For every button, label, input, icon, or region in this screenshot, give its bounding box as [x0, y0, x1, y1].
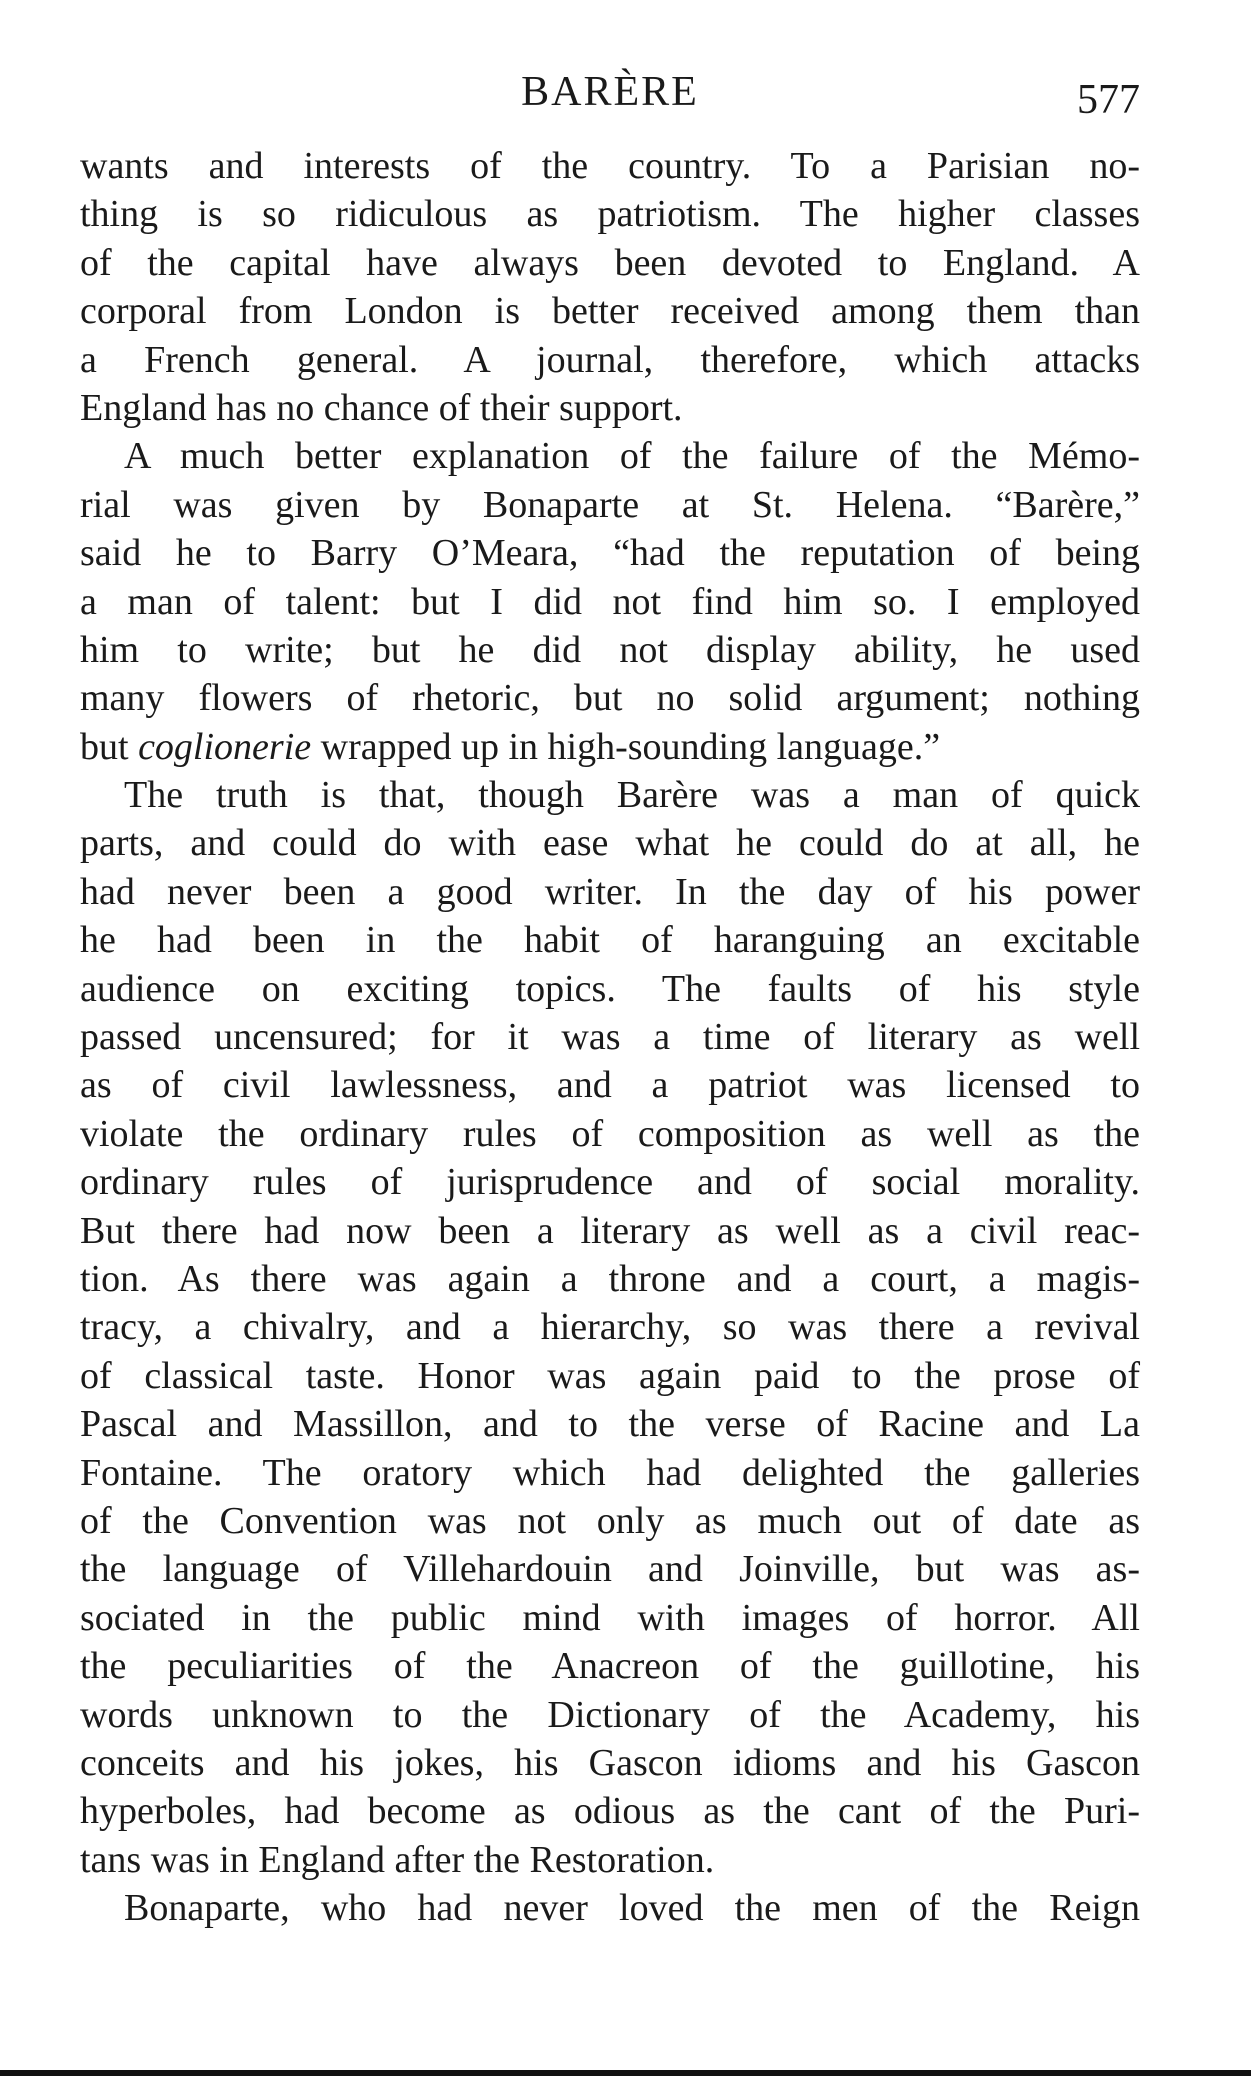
- text-line: Bonaparte, who had never loved the men of the Reign: [124, 1887, 1140, 1930]
- text-line: violate the ordinary rules of composition as well as the: [80, 1112, 1140, 1155]
- text-segment: wrapped up in high-sounding language.”: [311, 725, 941, 768]
- page-number: 577: [1077, 77, 1140, 123]
- text-line: England has no chance of their support.: [80, 386, 683, 429]
- text-line: wants and interests of the country. To a Parisian no-: [80, 145, 1140, 187]
- text-line: conceits and his jokes, his Gascon idioms and his Gascon: [80, 1741, 1140, 1784]
- text-line: passed uncensured; for it was a time of literary as well: [80, 1016, 1140, 1059]
- italic-term: coglionerie: [138, 725, 312, 768]
- text-line: ordinary rules of jurisprudence and of social morality.: [80, 1161, 1140, 1204]
- text-line: sociated in the public mind with images of horror. All: [80, 1596, 1140, 1639]
- text-line: A much better explanation of the failure of the Mémo-: [124, 435, 1140, 478]
- text-line: of the capital have always been devoted to England. A: [80, 241, 1140, 284]
- text-line: him to write; but he did not display ability, he used: [80, 628, 1140, 671]
- text-segment: but: [80, 725, 139, 768]
- text-line: of classical taste. Honor was again paid to the prose of: [80, 1354, 1140, 1397]
- text-line: the peculiarities of the Anacreon of the guillotine, his: [80, 1645, 1140, 1688]
- text-line: But there had now been a literary as well as a civil reac-: [80, 1209, 1140, 1252]
- bottom-rule: [0, 2070, 1251, 2076]
- text-line: corporal from London is better received among them than: [80, 290, 1140, 333]
- text-line: hyperboles, had become as odious as the cant of the Puri-: [80, 1790, 1140, 1833]
- text-line: a man of talent: but I did not find him so. I employed: [80, 580, 1140, 623]
- text-line: words unknown to the Dictionary of the Academy, his: [80, 1693, 1140, 1736]
- text-line: [80, 723, 1140, 771]
- text-line: many flowers of rhetoric, but no solid argument; nothing: [80, 677, 1140, 720]
- text-line: said he to Barry O’Meara, “had the reputation of being: [80, 532, 1140, 575]
- text-line: The truth is that, though Barère was a man of quick: [124, 774, 1140, 817]
- page-header: [80, 62, 1140, 122]
- text-line: tans was in England after the Restoration.: [80, 1838, 715, 1881]
- text-line: rial was given by Bonaparte at St. Helena. “Barère,”: [80, 483, 1140, 526]
- text-line: the language of Villehardouin and Joinville, but was as-: [80, 1548, 1140, 1591]
- text-line: tracy, a chivalry, and a hierarchy, so was there a revival: [80, 1306, 1140, 1349]
- text-line: a French general. A journal, therefore, which attacks: [80, 338, 1140, 381]
- text-line: had never been a good writer. In the day of his power: [80, 870, 1140, 913]
- text-line: tion. As there was again a throne and a court, a magis-: [80, 1257, 1140, 1300]
- text-line: Pascal and Massillon, and to the verse of Racine and La: [80, 1403, 1140, 1446]
- text-line: thing is so ridiculous as patriotism. The higher classes: [80, 193, 1140, 236]
- text-line: he had been in the habit of haranguing an excitable: [80, 919, 1140, 962]
- text-line: parts, and could do with ease what he could do at all, he: [80, 822, 1140, 865]
- text-line: as of civil lawlessness, and a patriot was licensed to: [80, 1064, 1140, 1107]
- body-text: [80, 142, 1140, 1932]
- text-line: of the Convention was not only as much out of date as: [80, 1499, 1140, 1542]
- running-title: BARÈRE: [521, 69, 699, 115]
- text-line: audience on exciting topics. The faults of his style: [80, 967, 1140, 1010]
- text-line: Fontaine. The oratory which had delighted the galleries: [80, 1451, 1140, 1494]
